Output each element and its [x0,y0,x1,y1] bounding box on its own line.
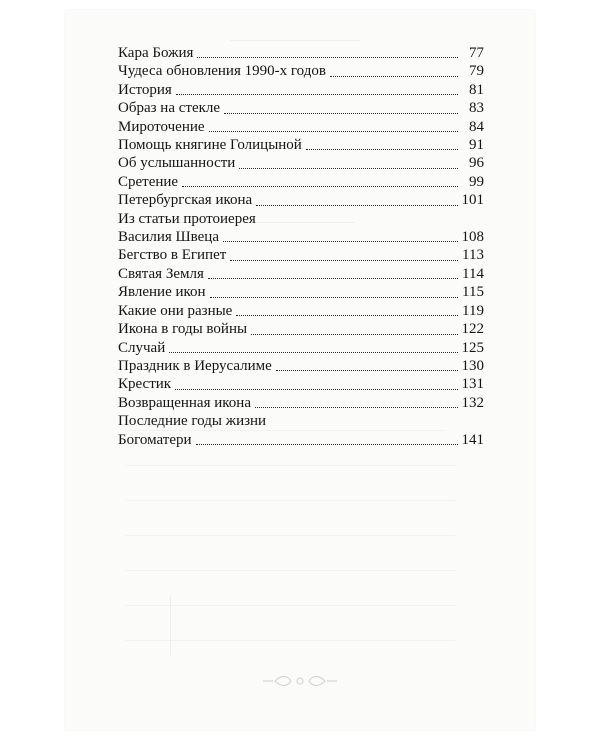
toc-entry-line [118,375,484,393]
toc-entry [118,44,484,62]
toc-entry-line [118,173,484,191]
toc-entry [118,210,484,247]
toc-entry-page-number: 108 [461,229,484,246]
toc-entry-line [118,44,484,62]
toc-entry-page-number: 115 [462,284,484,301]
dot-leader [176,94,458,95]
toc-entry-title: Из статьи протоиерея [118,210,256,227]
toc-entry-line [118,357,484,375]
toc-entry-line [118,283,484,301]
toc-entry-line [118,154,484,172]
toc-entry [118,265,484,283]
toc-entry-line [118,246,484,264]
toc-entry-title: Возвращенная икона [118,394,251,411]
toc-entry [118,118,484,136]
toc-entry-page-number: 122 [461,321,484,338]
toc-entry-line [118,62,484,80]
toc-entry [118,394,484,412]
toc-entry-page-number: 91 [469,137,484,154]
toc-entry-title: Сретение [118,173,179,190]
toc-entry [118,81,484,99]
toc-entry-title: Крестик [118,376,172,393]
toc-entry-page-number: 101 [461,192,484,209]
toc-entry [118,339,484,357]
toc-entry-page-number: 114 [462,265,484,282]
toc-entry-title: Икона в годы войны [118,321,248,338]
bleed-through-mark [125,465,455,466]
dot-leader [209,131,458,132]
toc-entry-page-number: 131 [461,376,484,393]
toc-entry [118,173,484,191]
toc-entry-line [118,191,484,209]
bleed-through-mark [125,605,455,606]
toc-entry [118,191,484,209]
toc-entry-page-number: 77 [469,45,484,61]
toc-entry-line [118,339,484,357]
dot-leader [306,149,458,150]
toc-entry-title: Мироточение [118,118,205,135]
toc-entry-line [118,81,484,99]
toc-entry-page-number: 130 [461,357,484,374]
toc-entry-page-number: 119 [462,302,484,319]
toc-entry-page-number: 113 [462,247,484,264]
toc-entry-line [118,228,484,246]
toc-entry-page-number: 84 [469,118,484,135]
toc-entry-title: Помощь княгине Голицыной [118,137,302,154]
toc-entry-page-number: 125 [461,339,484,356]
toc-entry-title: Василия Швеца [118,229,219,246]
toc-entry-title: Святая Земля [118,265,204,282]
ornament-icon-graphic [255,673,345,689]
dot-leader [208,278,458,279]
table-of-contents [118,44,484,449]
bleed-through-mark [125,500,455,501]
toc-entry-line [118,265,484,283]
toc-entry-line [118,118,484,136]
toc-entry-title: Кара Божия [118,45,194,61]
toc-entry [118,246,484,264]
toc-entry-line [118,99,484,117]
toc-entry-title: Случай [118,339,166,356]
dot-leader [224,113,458,114]
dot-leader [182,186,458,187]
toc-entry-title: Бегство в Египет [118,247,227,264]
dot-leader [236,315,458,316]
dot-leader [197,57,458,58]
toc-entry [118,375,484,393]
toc-entry-title: Петербургская икона [118,192,253,209]
toc-entry [118,283,484,301]
bleed-through-mark [125,570,455,571]
dot-leader [196,444,458,445]
toc-entry-title: Праздник в Иерусалиме [118,357,272,374]
toc-entry-title: Чудеса обновления 1990-х годов [118,63,326,80]
dot-leader [239,168,458,169]
toc-entry-title: Образ на стекле [118,100,221,117]
toc-entry-line [118,320,484,338]
bleed-through-mark [230,40,360,41]
toc-entry [118,357,484,375]
dot-leader [330,76,458,77]
dot-leader [210,297,458,298]
dot-leader [276,370,458,371]
dot-leader [251,334,457,335]
toc-entry-title: Какие они разные [118,302,233,319]
toc-entry-page-number: 79 [469,63,484,80]
toc-entry-page-number: 132 [461,394,484,411]
toc-entry-title: История [118,81,172,98]
toc-entry-line [118,431,484,449]
toc-entry-title: Последние годы жизни [118,413,267,430]
toc-entry-line [118,136,484,154]
toc-entry-title: Явление икон [118,284,206,301]
toc-entry-page-number: 96 [469,155,484,172]
toc-entry-page-number: 83 [469,100,484,117]
toc-entry-title: Богоматери [118,431,192,448]
bleed-through-mark [125,640,455,641]
ornament-icon [255,673,345,689]
toc-entry-line [118,302,484,320]
dot-leader [256,205,457,206]
toc-entry-page-number: 81 [469,81,484,98]
toc-entry-page-number: 99 [469,173,484,190]
toc-entry [118,136,484,154]
bleed-through-mark [125,535,455,536]
toc-entry [118,62,484,80]
toc-entry [118,302,484,320]
dot-leader [175,389,457,390]
dot-leader [169,352,457,353]
toc-entry-title: Об услышанности [118,155,236,172]
toc-entry [118,320,484,338]
toc-entry-line [118,394,484,412]
dot-leader [230,260,458,261]
toc-entry-page-number: 141 [461,431,484,448]
toc-entry [118,412,484,449]
bleed-through-mark [170,595,171,655]
toc-entry [118,154,484,172]
toc-entry [118,99,484,117]
dot-leader [223,241,458,242]
dot-leader [255,407,458,408]
